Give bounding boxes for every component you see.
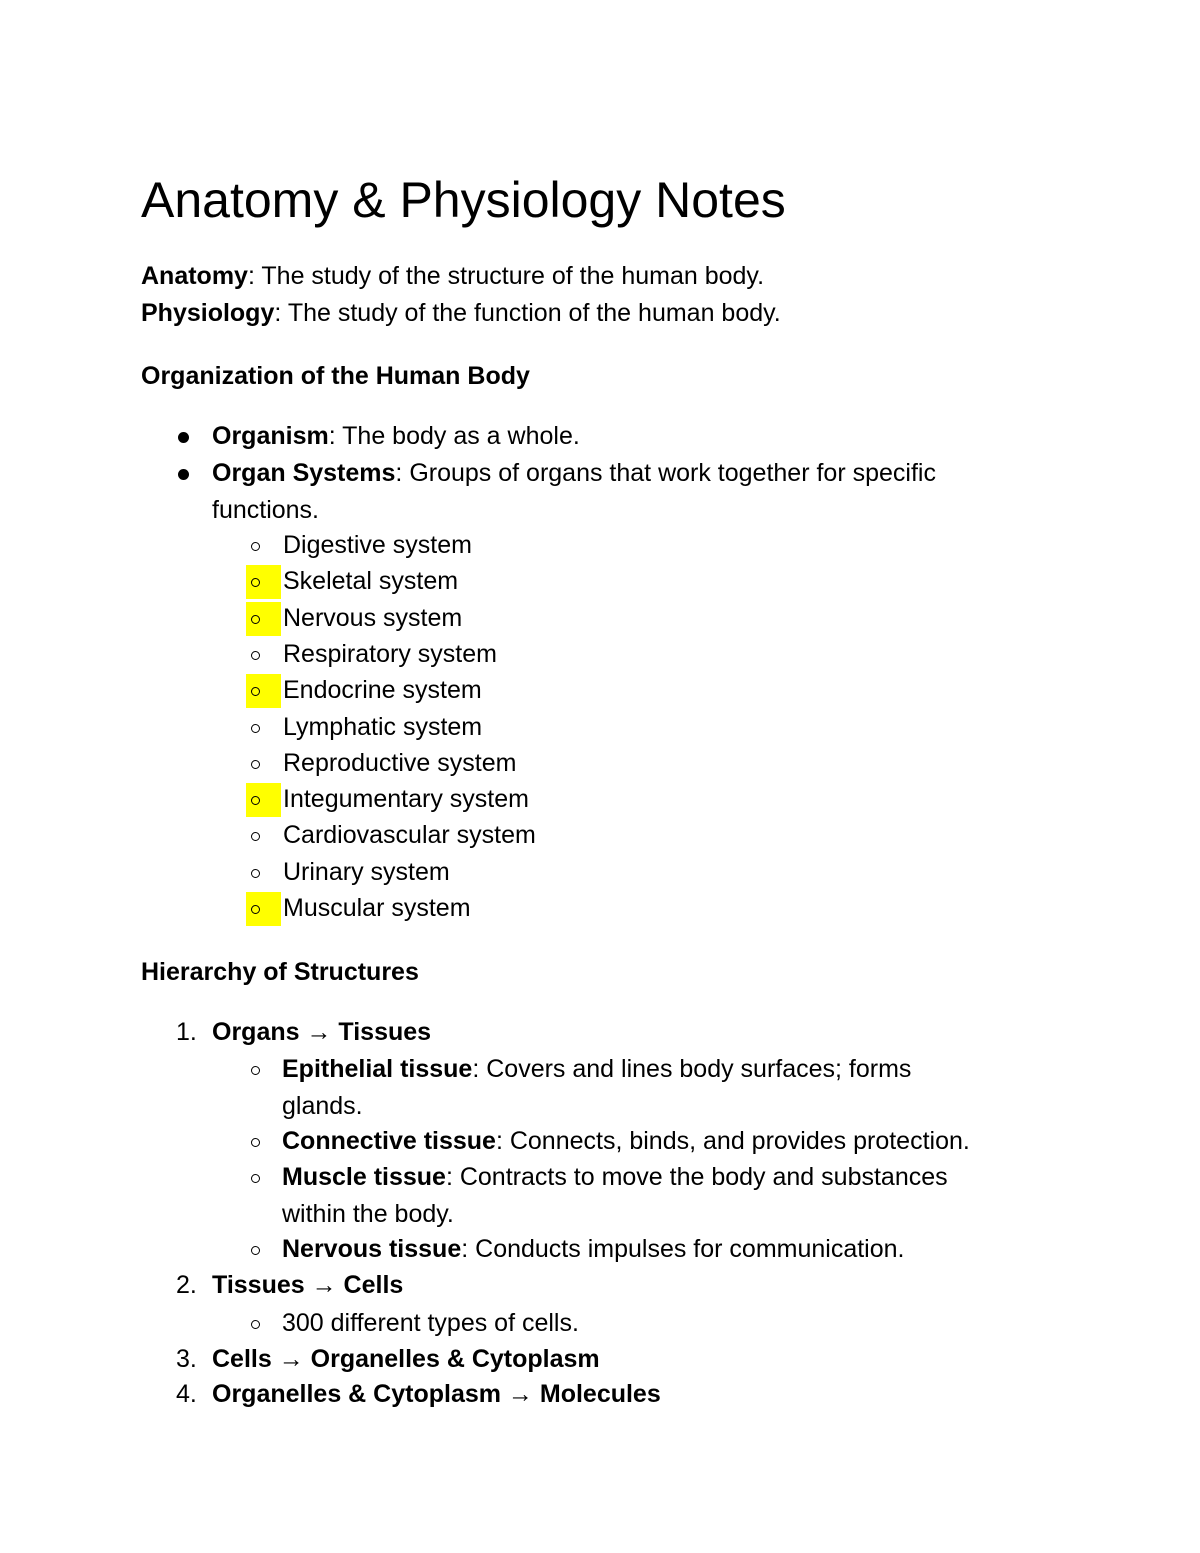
bullet-disc-icon xyxy=(178,469,189,480)
definition-text: : The study of the function of the human body. xyxy=(274,299,781,327)
item-text: : The body as a whole. xyxy=(328,422,580,450)
bullet-circle-icon xyxy=(251,1246,260,1255)
subitem-connective xyxy=(282,1126,970,1156)
system-list-item: Nervous system xyxy=(283,603,463,632)
definition-term: Anatomy xyxy=(141,262,248,290)
subitem-continuation: within the body. xyxy=(282,1200,454,1228)
item-term: Organism xyxy=(212,422,329,450)
subitem-text: : Covers and lines body surfaces; forms xyxy=(472,1055,912,1083)
page-title: Anatomy & Physiology Notes xyxy=(141,172,786,228)
definition-physiology xyxy=(141,298,781,328)
section-heading-organization: Organization of the Human Body xyxy=(141,362,530,390)
system-list-item: Reproductive system xyxy=(283,748,517,777)
system-list-item: Digestive system xyxy=(283,531,472,559)
bullet-circle-icon xyxy=(251,869,260,878)
definition-term: Physiology xyxy=(141,299,275,327)
system-list-item: Skeletal system xyxy=(283,567,459,596)
bullet-circle-icon xyxy=(251,905,260,914)
list-item-organ-systems xyxy=(212,458,936,488)
bullet-circle-icon xyxy=(251,1320,260,1329)
system-list-item: Respiratory system xyxy=(283,639,497,668)
system-list-item: Cardiovascular system xyxy=(283,821,536,850)
bullet-circle-icon xyxy=(251,1066,260,1075)
bullet-circle-icon xyxy=(251,1174,260,1183)
numbered-item-organelles-molecules: Organelles & Cytoplasm → Molecules xyxy=(212,1380,661,1408)
bullet-circle-icon xyxy=(251,724,260,733)
bullet-circle-icon xyxy=(251,832,260,841)
system-list-item: Muscular system xyxy=(283,894,471,922)
system-list-item: Endocrine system xyxy=(283,676,482,705)
numbered-item-organs-tissues: Organs → Tissues xyxy=(212,1018,432,1046)
bullet-circle-icon xyxy=(251,1138,260,1147)
subitem-epithelial xyxy=(282,1054,911,1084)
list-number: 2. xyxy=(176,1271,197,1299)
subitem-nervous xyxy=(282,1234,905,1264)
system-list-item: Lymphatic system xyxy=(283,712,483,741)
definition-text: : The study of the structure of the human body. xyxy=(247,262,765,290)
subitem-continuation: glands. xyxy=(282,1092,363,1120)
subitem-text: : Conducts impulses for communication. xyxy=(461,1235,905,1263)
numbered-item-cells-organelles: Cells → Organelles & Cytoplasm xyxy=(212,1345,600,1373)
bullet-circle-icon xyxy=(251,542,260,551)
subitem-term: Epithelial tissue xyxy=(282,1055,473,1083)
item-term: Organ Systems xyxy=(212,459,396,487)
subitem-term: Nervous tissue xyxy=(282,1235,462,1263)
subitem-cell-types: 300 different types of cells. xyxy=(282,1309,579,1337)
subitem-term: Muscle tissue xyxy=(282,1163,446,1191)
subitem-term: Connective tissue xyxy=(282,1127,496,1155)
system-list-item: Integumentary system xyxy=(283,785,529,814)
system-list-item: Urinary system xyxy=(283,857,450,886)
list-item-continuation: functions. xyxy=(212,496,320,524)
bullet-circle-icon xyxy=(251,615,260,624)
subitem-text: : Contracts to move the body and substances xyxy=(445,1163,948,1191)
list-number: 4. xyxy=(176,1380,197,1408)
list-number: 1. xyxy=(176,1018,197,1046)
subitem-muscle xyxy=(282,1162,948,1192)
section-heading-hierarchy: Hierarchy of Structures xyxy=(141,958,419,986)
subitem-text: : Connects, binds, and provides protection. xyxy=(495,1127,970,1155)
item-text: : Groups of organs that work together for specific xyxy=(395,459,936,487)
numbered-item-tissues-cells: Tissues → Cells xyxy=(212,1271,404,1299)
bullet-circle-icon xyxy=(251,651,260,660)
bullet-circle-icon xyxy=(251,760,260,769)
list-number: 3. xyxy=(176,1345,197,1373)
list-item-organism xyxy=(212,421,580,451)
bullet-disc-icon xyxy=(178,432,189,443)
definition-anatomy xyxy=(141,261,764,291)
